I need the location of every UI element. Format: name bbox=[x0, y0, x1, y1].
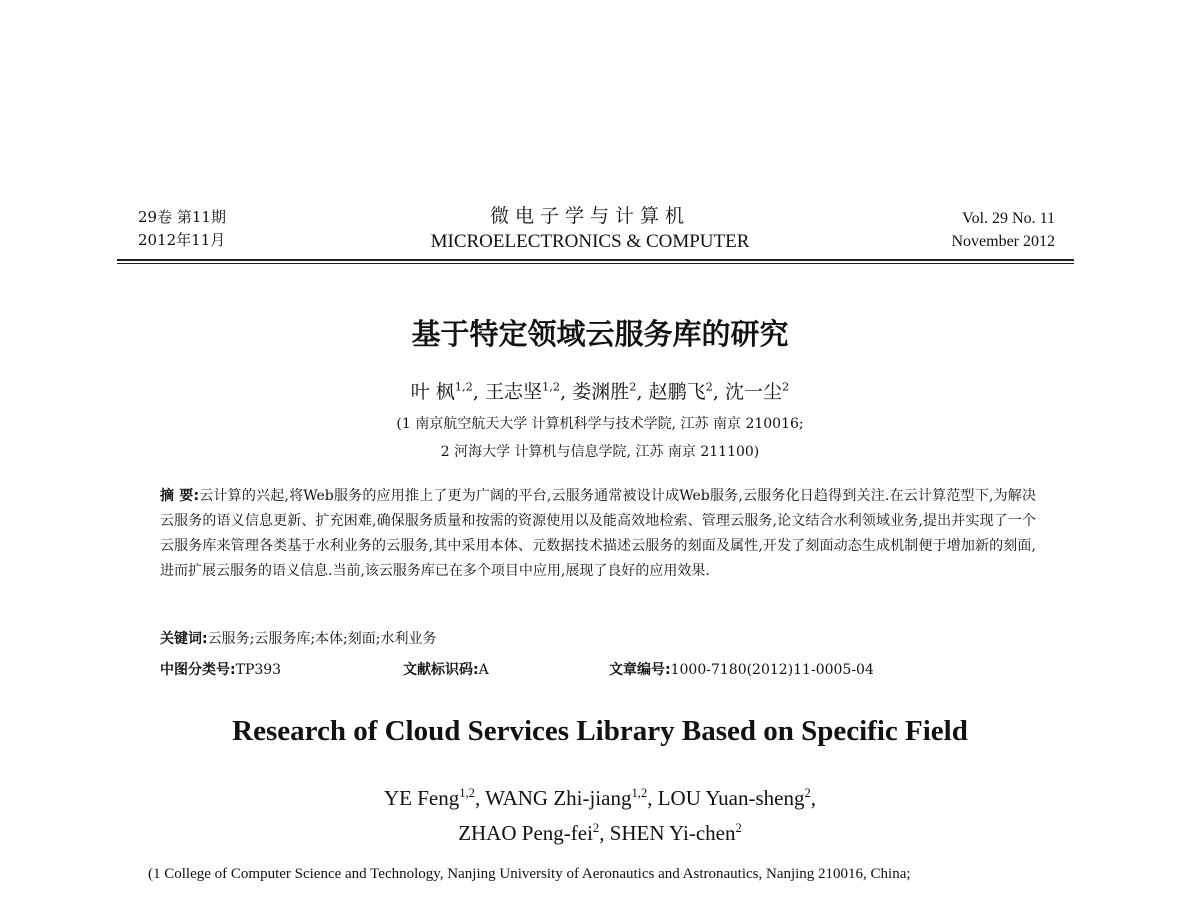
doc-code-label: 文献标识码: bbox=[403, 662, 479, 678]
doc-code-value: A bbox=[478, 662, 489, 678]
keywords-cn bbox=[160, 628, 436, 648]
article-number-label: 文章编号: bbox=[609, 662, 671, 678]
author-list-en-line2: ZHAO Peng-fei$^2$, SHEN Yi-chen$^2$ bbox=[458, 821, 742, 845]
author-cn-2: 王志坚$^{1,2}$ bbox=[485, 379, 561, 403]
clc-label: 中图分类号: bbox=[160, 662, 236, 678]
volume-issue-en: Vol. 29 No. 11 bbox=[962, 210, 1055, 227]
journal-name bbox=[350, 203, 830, 255]
author-en-3: LOU Yuan-sheng$^2$ bbox=[657, 786, 811, 810]
article-number-value: 1000-7180(2012)11-0005-04 bbox=[670, 662, 874, 678]
issue-info bbox=[138, 206, 226, 252]
author-cn-4: 赵鹏飞$^2$ bbox=[648, 379, 713, 403]
affiliation-cn-2: 2 河海大学 计算机与信息学院, 江苏 南京 211100) bbox=[440, 444, 760, 460]
volume-issue-cn: 29卷 第11期 bbox=[138, 208, 226, 226]
affiliation-en-1: (1 College of Computer Science and Technology, Nanjing University of Aeronautics and Astronautics, Nanjing 210016, China; bbox=[148, 866, 911, 882]
abstract-cn bbox=[160, 484, 1036, 584]
author-cn-3: 娄渊胜$^2$ bbox=[572, 379, 637, 403]
author-list-cn: 叶 枫$^{1,2}$, 王志坚$^{1,2}$, 娄渊胜$^2$, 赵鹏飞$^2$, 沈一尘$^2$ bbox=[410, 379, 790, 403]
paper-title-en: Research of Cloud Services Library Based on Specific Field bbox=[232, 715, 968, 747]
header-rule-thin bbox=[117, 263, 1074, 264]
author-en-4: ZHAO Peng-fei$^2$ bbox=[458, 821, 600, 845]
clc-number bbox=[160, 659, 281, 679]
date-cn: 2012年11月 bbox=[138, 231, 226, 249]
author-cn-5: 沈一尘$^2$ bbox=[724, 379, 790, 403]
affiliation-cn-1: (1 南京航空航天大学 计算机科学与技术学院, 江苏 南京 210016; bbox=[396, 416, 804, 432]
journal-name-en: MICROELECTRONICS & COMPUTER bbox=[430, 231, 750, 252]
keywords-text: 云服务;云服务库;本体;刻面;水利业务 bbox=[207, 631, 437, 647]
document-code bbox=[403, 659, 489, 679]
issue-info-en bbox=[951, 207, 1055, 253]
paper-title-cn: 基于特定领域云服务库的研究 bbox=[411, 317, 789, 351]
journal-name-cn: 微电子学与计算机 bbox=[489, 205, 690, 227]
clc-value: TP393 bbox=[235, 662, 282, 678]
abstract-text: 云计算的兴起,将Web服务的应用推上了更为广阔的平台,云服务通常被设计成Web服务,云服务化日趋得到关注.在云计算范型下,为解决云服务的语义信息更新、扩充困难,确保服务质量和按需的资源使用以及能高效地检索、管理云服务,论文结合水利领域业务,提出并实现了一个云服务库来管理各类基于水利业务的云服务,其中采用本体、元数据技术描述云服务的刻面及属性,开发了刻面动态生成机制便于增加新的刻面,进而扩展云服务的语义信息.当前,该云服务库已在多个项目中应用,展现了良好的应用效果. bbox=[160, 488, 1036, 579]
author-en-2: WANG Zhi-jiang$^{1,2}$ bbox=[485, 786, 648, 810]
article-number bbox=[609, 659, 874, 679]
keywords-label: 关键词: bbox=[160, 631, 208, 647]
date-en: November 2012 bbox=[951, 233, 1055, 250]
header-rule-thick bbox=[117, 259, 1074, 261]
author-en-1: YE Feng$^{1,2}$ bbox=[383, 786, 475, 810]
abstract-label: 摘 要: bbox=[160, 488, 200, 504]
author-list-en-line1: YE Feng$^{1,2}$, WANG Zhi-jiang$^{1,2}$, LOU Yuan-sheng$^2$, bbox=[383, 786, 817, 810]
author-cn-1: 叶 枫$^{1,2}$ bbox=[410, 379, 473, 403]
author-en-5: SHEN Yi-chen$^2$ bbox=[609, 821, 742, 845]
